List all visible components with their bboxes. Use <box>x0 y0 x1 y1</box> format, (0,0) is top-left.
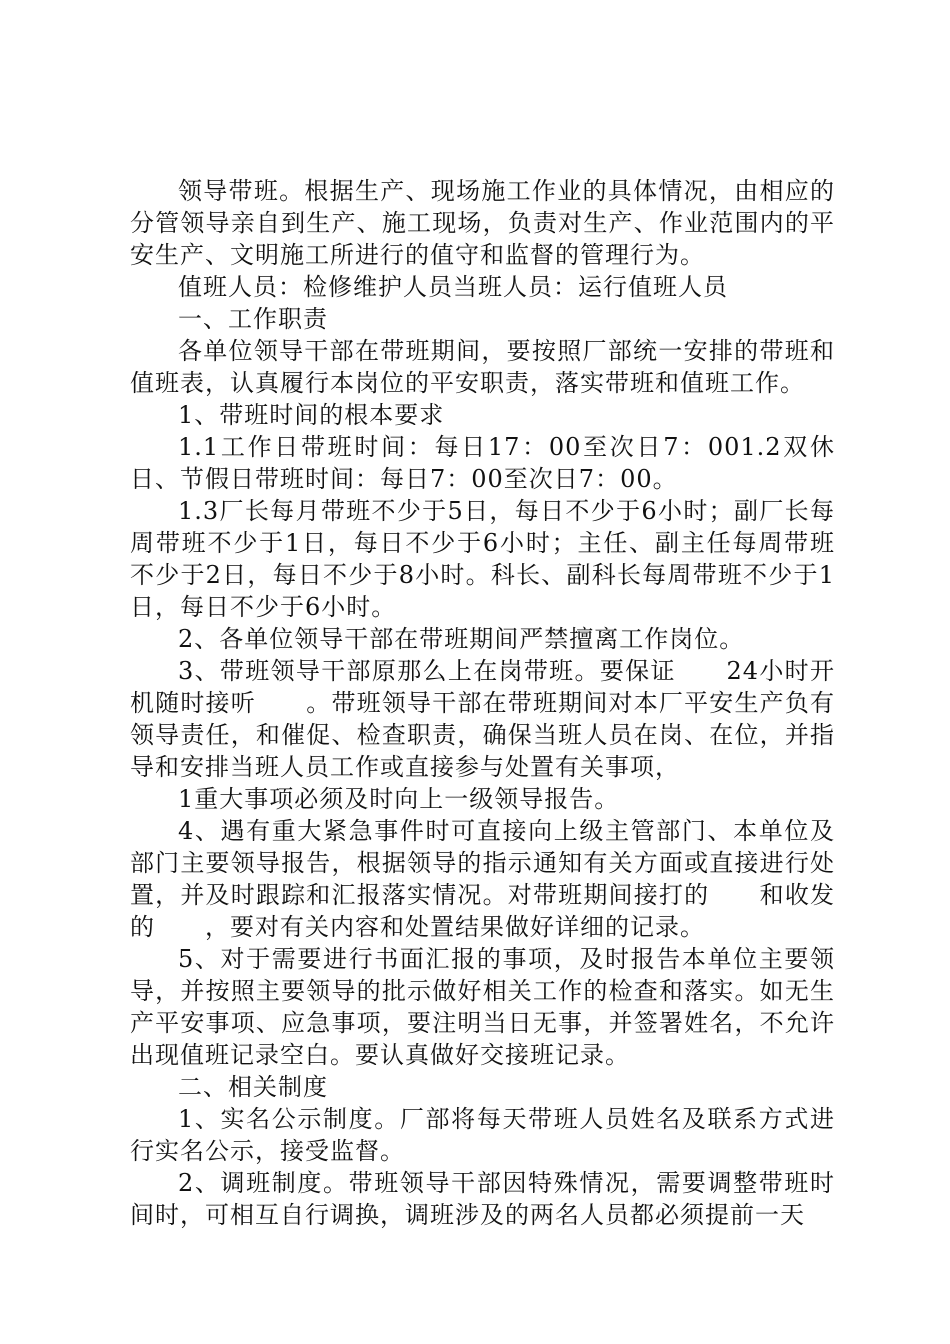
paragraph-duty-personnel: 值班人员：检修维护人员当班人员：运行值班人员 <box>178 273 728 301</box>
paragraph-emergency-reporting: 4、遇有重大紧急事件时可直接向上级主管部门、本单位及部门主要领导报告，根据领导的指示通知有关方面或直接进行处置，并及时跟踪和汇报落实情况。对带班期间接打的 和收发的 ，要对有关内容和处置结果做好详细的记录。 <box>130 817 835 941</box>
paragraph-written-reports: 5、对于需要进行书面汇报的事项，及时报告本单位主要领导，并按照主要领导的批示做好相关工作的检查和落实。如无生产平安事项、应急事项，要注明当日无事，并签署姓名，不允许出现值班记录空白。要认真做好交接班记录。 <box>130 945 835 1069</box>
document-body <box>130 175 835 1231</box>
heading-related-systems: 二、相关制度 <box>178 1073 328 1101</box>
heading-work-duties: 一、工作职责 <box>178 305 328 333</box>
paragraph-real-name-disclosure: 1、实名公示制度。厂部将每天带班人员姓名及联系方式进行实名公示，接受监督。 <box>130 1105 835 1165</box>
paragraph-shift-swap: 2、调班制度。带班领导干部因特殊情况，需要调整带班时间时，可相互自行调换，调班涉及的两名人员都必须提前一天 <box>130 1169 835 1229</box>
paragraph-report-major-matters: 1重大事项必须及时向上一级领导报告。 <box>178 785 620 813</box>
paragraph-shift-hours: 1.1工作日带班时间：每日17：00至次日7：001.2双休日、节假日带班时间：每日7：00至次日7：00。 <box>130 433 835 493</box>
paragraph-no-leaving-post: 2、各单位领导干部在带班期间严禁擅离工作岗位。 <box>178 625 745 653</box>
heading-shift-time-requirements: 1、带班时间的根本要求 <box>178 401 445 429</box>
paragraph-shift-frequency: 1.3厂长每月带班不少于5日，每日不少于6小时；副厂长每周带班不少于1日，每日不少于6小时；主任、副主任每周带班不少于2日，每日不少于8小时。科长、副科长每周带班不少于1日，每日不少于6小时。 <box>130 497 835 621</box>
paragraph-duties-intro: 各单位领导干部在带班期间，要按照厂部统一安排的带班和值班表，认真履行本岗位的平安职责，落实带班和值班工作。 <box>130 337 835 397</box>
paragraph-on-post-responsibility: 3、带班领导干部原那么上在岗带班。要保证 24小时开机随时接听 。带班领导干部在带班期间对本厂平安生产负有领导责任，和催促、检查职责，确保当班人员在岗、在位，并指导和安排当班人员工作或直接参与处置有关事项， <box>130 657 835 781</box>
paragraph-leader-duty-definition: 领导带班。根据生产、现场施工作业的具体情况，由相应的分管领导亲自到生产、施工现场，负责对生产、作业范围内的平安生产、文明施工所进行的值守和监督的管理行为。 <box>130 177 835 269</box>
